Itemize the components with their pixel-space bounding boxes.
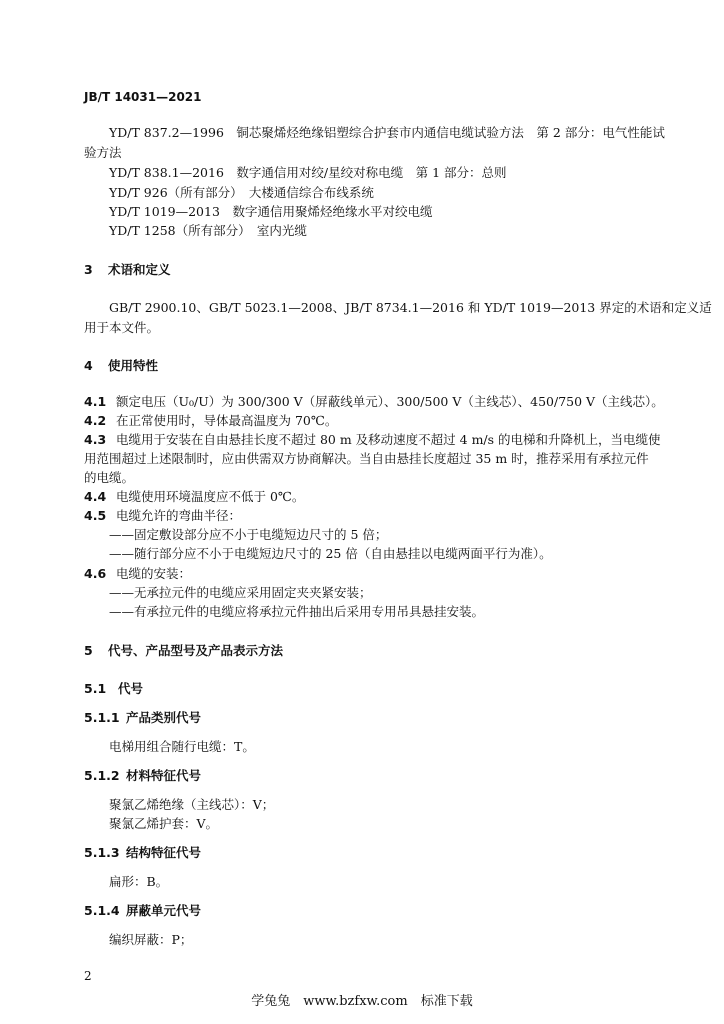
clause-item — [84, 413, 337, 429]
reference-continuation: 验方法 — [84, 145, 122, 160]
subsection-5-1-2-heading — [84, 768, 201, 784]
reference-code: YD/T 838.1—2016 — [109, 165, 224, 180]
subsection-title: 结构特征代号 — [126, 845, 202, 860]
clause-text: 在正常使用时，导体最高温度为 70℃。 — [116, 413, 338, 428]
reference-code: YD/T 1258（所有部分） — [109, 223, 245, 238]
standard-code-header: JB/T 14031—2021 — [84, 90, 202, 104]
reference-item — [109, 223, 307, 239]
subsection-text: 编织屏蔽：P； — [109, 932, 193, 947]
section-title: 代号、产品型号及产品表示方法 — [108, 643, 284, 658]
subsection-5-1-1-heading — [84, 710, 201, 726]
reference-title: 室内光缆 — [256, 223, 307, 238]
subsection-5-1-4-heading — [84, 903, 201, 919]
clause-number: 4.6 — [84, 566, 107, 581]
section-number: 4 — [84, 358, 93, 373]
subsection-text: 聚氯乙烯护套：V。 — [109, 816, 219, 831]
reference-item — [109, 185, 374, 201]
clause-number: 4.4 — [84, 489, 107, 504]
subsection-text: 扁形：B。 — [109, 874, 169, 889]
clause-item — [84, 394, 664, 410]
watermark-footer: 学兔兔 www.bzfxw.com 标准下载 — [251, 994, 473, 1009]
section-3-paragraph-line: GB/T 2900.10、GB/T 5023.1—2008、JB/T 8734.1—2016 和 YD/T 1019—2013 界定的术语和定义适 — [109, 300, 712, 315]
clause-text: 额定电压（U₀/U）为 300/300 V（屏蔽线单元）、300/500 V（主线芯）、450/750 V（主线芯）。 — [116, 394, 664, 409]
clause-text: 电缆允许的弯曲半径： — [116, 508, 242, 523]
subsection-title: 产品类别代号 — [126, 710, 202, 725]
section-5-heading — [84, 643, 283, 659]
section-number: 5 — [84, 643, 93, 658]
clause-text: 电缆的安装： — [116, 566, 192, 581]
section-title: 术语和定义 — [108, 262, 171, 277]
reference-code: YD/T 1019—2013 — [109, 204, 220, 219]
dash-list-item: ——有承拉元件的电缆应将承拉元件抽出后采用专用吊具悬挂安装。 — [109, 604, 485, 619]
subsection-text: 聚氯乙烯绝缘（主线芯）：V； — [109, 797, 275, 812]
subsection-number: 5.1.3 — [84, 845, 120, 860]
clause-text: 电缆用于安装在自由悬挂长度不超过 80 m 及移动速度不超过 4 m/s 的电梯和升降机上，当电缆使 — [116, 432, 661, 447]
subsection-5-1-heading — [84, 681, 143, 697]
reference-title: 大楼通信综合布线系统 — [248, 185, 374, 200]
reference-code: YD/T 837.2—1996 — [109, 125, 224, 140]
dash-list-item: ——无承拉元件的电缆应采用固定夹夹紧安装； — [109, 585, 372, 600]
section-3-paragraph-line: 用于本文件。 — [84, 320, 160, 335]
dash-list-item: ——随行部分应不小于电缆短边尺寸的 25 倍（自由悬挂以电缆两面平行为准）。 — [109, 546, 552, 561]
dash-list-item: ——固定敷设部分应不小于电缆短边尺寸的 5 倍； — [109, 527, 388, 542]
clause-number: 4.3 — [84, 432, 107, 447]
reference-item — [109, 125, 665, 141]
subsection-title: 材料特征代号 — [126, 768, 202, 783]
clause-number: 4.5 — [84, 508, 107, 523]
clause-text-continuation: 用范围超过上述限制时，应由供需双方协商解决。当自由悬挂长度超过 35 m 时，推荐采用有承拉元件 — [84, 451, 649, 466]
clause-item — [84, 489, 304, 505]
clause-number: 4.2 — [84, 413, 107, 428]
subsection-number: 5.1 — [84, 681, 107, 696]
clause-number: 4.1 — [84, 394, 107, 409]
subsection-number: 5.1.2 — [84, 768, 120, 783]
section-3-heading — [84, 262, 171, 278]
section-number: 3 — [84, 262, 93, 277]
reference-item — [109, 204, 432, 220]
subsection-5-1-3-heading — [84, 845, 201, 861]
reference-title: 数字通信用对绞/星绞对称电缆 第 1 部分：总则 — [236, 165, 507, 180]
reference-title: 铜芯聚烯烃绝缘铝塑综合护套市内通信电缆试验方法 第 2 部分：电气性能试 — [236, 125, 665, 140]
subsection-number: 5.1.4 — [84, 903, 120, 918]
reference-item — [109, 165, 507, 181]
clause-item — [84, 432, 661, 448]
reference-code: YD/T 926（所有部分） — [109, 185, 237, 200]
subsection-number: 5.1.1 — [84, 710, 120, 725]
subsection-title: 代号 — [118, 681, 144, 696]
clause-text: 电缆使用环境温度应不低于 0℃。 — [116, 489, 305, 504]
page-number: 2 — [84, 969, 92, 983]
clause-item — [84, 566, 191, 582]
reference-title: 数字通信用聚烯烃绝缘水平对绞电缆 — [232, 204, 433, 219]
clause-text-continuation: 的电缆。 — [84, 470, 135, 485]
subsection-text: 电梯用组合随行电缆：T。 — [109, 739, 255, 754]
subsection-title: 屏蔽单元代号 — [126, 903, 202, 918]
clause-item — [84, 508, 241, 524]
section-4-heading — [84, 358, 158, 374]
section-title: 使用特性 — [108, 358, 159, 373]
